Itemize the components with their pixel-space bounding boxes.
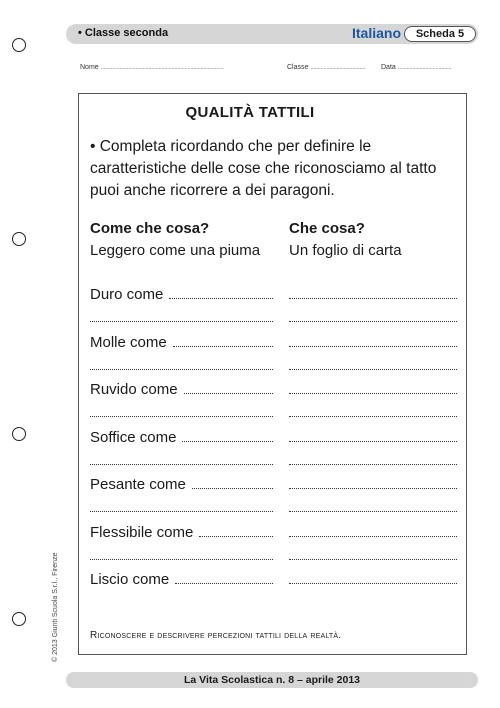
column-header-left: Come che cosa? [90,220,210,237]
answer-blank[interactable] [289,476,457,493]
name-label: Nome [80,64,99,71]
answer-blank[interactable] [184,382,273,394]
item-row [90,476,273,493]
answer-blank[interactable] [289,499,457,516]
answer-blank[interactable] [173,335,273,347]
exercise-title: QUALITÀ TATTILI [185,104,315,121]
date-label: Data [381,64,396,71]
answer-blank[interactable] [90,547,273,564]
item-row [90,524,273,541]
item-label: Flessibile come [90,524,194,541]
header-bar [66,24,478,44]
footer-bar [66,672,478,688]
footer-text: La Vita Scolastica n. 8 – aprile 2013 [183,674,361,686]
answer-blank[interactable] [90,499,273,516]
class-field[interactable]: Classe ...................................... [287,64,366,71]
name-field[interactable]: Nome ..................................................................................... [80,64,224,71]
answer-blank[interactable] [182,430,273,442]
column-header-right: Che cosa? [289,220,365,237]
answer-blank[interactable] [289,524,457,541]
binder-hole-1 [12,38,26,52]
example-left: Leggero come una piuma [90,242,261,259]
example-right: Un foglio di carta [289,242,402,259]
sheet-badge: Scheda 5 [404,26,476,42]
item-label: Duro come [90,286,164,303]
item-row [90,286,273,303]
answer-blank[interactable] [192,477,273,489]
answer-blank[interactable] [289,309,457,326]
item-row [90,334,273,351]
subject-label: Italiano [352,25,402,41]
answer-blank[interactable] [90,309,273,326]
answer-blank[interactable] [289,357,457,374]
class-label: Classe [287,64,309,71]
answer-blank[interactable] [199,525,273,537]
answer-blank[interactable] [289,381,457,398]
answer-blank[interactable] [90,452,273,469]
answer-blank[interactable] [289,286,457,303]
copyright-note: © 2013 Giunti Scuola S.r.l., Firenze [52,552,59,662]
item-label: Soffice come [90,429,177,446]
answer-blank[interactable] [289,334,457,351]
item-row [90,381,273,398]
item-row [90,571,273,588]
item-row [90,429,273,446]
binder-hole-4 [12,612,26,626]
item-label: Ruvido come [90,381,178,398]
answer-blank[interactable] [90,357,273,374]
binder-hole-2 [12,232,26,246]
item-label: Molle come [90,334,167,351]
answer-blank[interactable] [90,404,273,421]
grade-label: • Classe seconda [78,27,169,39]
answer-blank[interactable] [169,287,273,299]
answer-blank[interactable] [289,452,457,469]
binder-hole-3 [12,427,26,441]
answer-blank[interactable] [289,571,457,588]
item-label: Pesante come [90,476,186,493]
answer-blank[interactable] [289,547,457,564]
answer-blank[interactable] [289,429,457,446]
instruction-text: • Completa ricordando che per definire le caratteristiche delle cose che riconosciamo al tatto puoi anche ricorrere a dei paragoni. [90,138,437,199]
item-label: Liscio come [90,571,170,588]
answer-blank[interactable] [175,572,273,584]
answer-blank[interactable] [289,404,457,421]
learning-objective: Riconoscere e descrivere percezioni tattili della realtà. [90,630,342,641]
date-field[interactable]: Data ..................................... [381,64,452,71]
